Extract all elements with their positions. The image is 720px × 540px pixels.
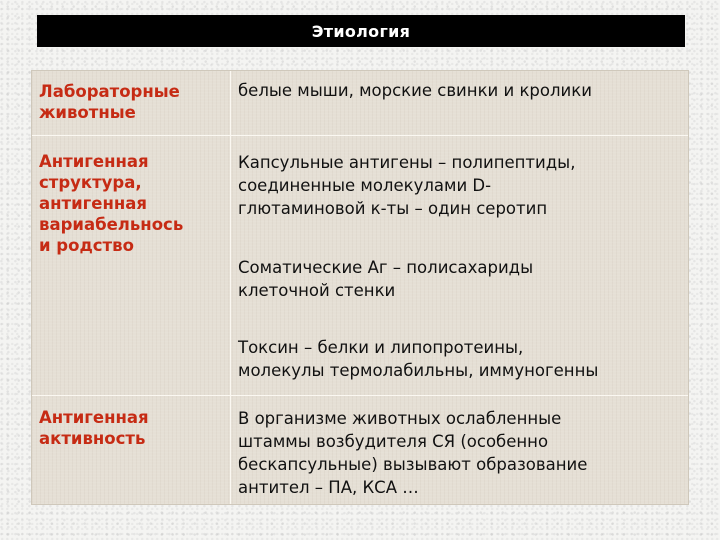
row-value-somatic-antigens: Соматические Аг – полисахариды клеточной стенки [238, 258, 534, 300]
slide-title: Этиология [37, 15, 685, 47]
row-label-antigen-activity: Антигенная активность [39, 408, 149, 448]
row-value-antigen-activity: В организме животных ослабленные штаммы возбудителя СЯ (особенно бескапсульные) вызывают образование антител – ПА, КСА … [238, 409, 588, 497]
row-label-antigen-structure: Антигенная структура, антигенная вариабельнось и родство [39, 152, 184, 255]
row-value-lab-animals: белые мыши, морские свинки и кролики [238, 81, 592, 100]
row-label-lab-animals: Лабораторные животные [39, 82, 180, 122]
row-divider [32, 135, 688, 136]
row-value-toxin: Токсин – белки и липопротеины, молекулы термолабильны, иммуногенны [238, 338, 599, 380]
row-divider [32, 395, 688, 396]
row-value-capsular-antigens: Капсульные антигены – полипептиды, соединенные молекулами D- глютаминовой к-ты – один серотип [238, 153, 576, 218]
etiology-table [31, 70, 689, 505]
